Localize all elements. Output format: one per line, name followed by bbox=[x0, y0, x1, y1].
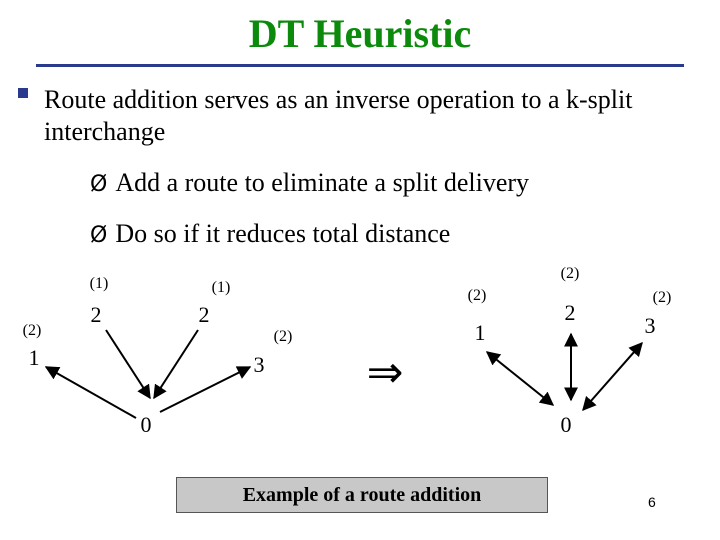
right-edge-depot-3 bbox=[583, 343, 642, 410]
arrow-bullet-icon: Ø bbox=[90, 172, 108, 197]
left-edge-depot-to-1 bbox=[46, 367, 136, 418]
subbullet-2-text: Do so if it reduces total distance bbox=[115, 219, 451, 248]
left-edge-2a-to-depot bbox=[106, 330, 150, 398]
right-node-2-demand: (2) bbox=[560, 265, 580, 282]
implies-icon: ⇒ bbox=[366, 347, 404, 398]
left-node-1-label: 1 bbox=[28, 345, 40, 370]
diagram-caption: Example of a route addition bbox=[176, 477, 548, 513]
main-bullet-text: Route addition serves as an inverse operation to a k-split interchange bbox=[44, 85, 633, 146]
left-edge-2b-to-depot bbox=[154, 330, 198, 398]
right-node-3-label: 3 bbox=[644, 313, 656, 338]
right-node-3-demand: (2) bbox=[652, 289, 672, 306]
left-node-2b-label: 2 bbox=[198, 302, 210, 327]
left-depot-label: 0 bbox=[140, 412, 152, 437]
left-node-1-demand: (2) bbox=[22, 322, 42, 339]
slide-title: DT Heuristic bbox=[248, 11, 472, 56]
left-node-2a-label: 2 bbox=[90, 302, 102, 327]
left-node-3-label: 3 bbox=[253, 352, 265, 377]
right-depot-label: 0 bbox=[560, 412, 572, 437]
left-node-2a-demand: (1) bbox=[89, 275, 109, 292]
right-node-1-demand: (2) bbox=[467, 287, 487, 304]
right-edge-depot-1 bbox=[487, 352, 553, 405]
page-number: 6 bbox=[648, 494, 656, 510]
left-node-2b-demand: (1) bbox=[211, 279, 231, 296]
right-node-2-label: 2 bbox=[564, 300, 576, 325]
arrow-bullet-icon: Ø bbox=[90, 223, 108, 248]
left-edge-depot-to-3 bbox=[160, 367, 250, 412]
subbullet-1-text: Add a route to eliminate a split delivery bbox=[115, 168, 530, 197]
right-node-1-label: 1 bbox=[474, 320, 486, 345]
left-node-3-demand: (2) bbox=[273, 328, 293, 345]
